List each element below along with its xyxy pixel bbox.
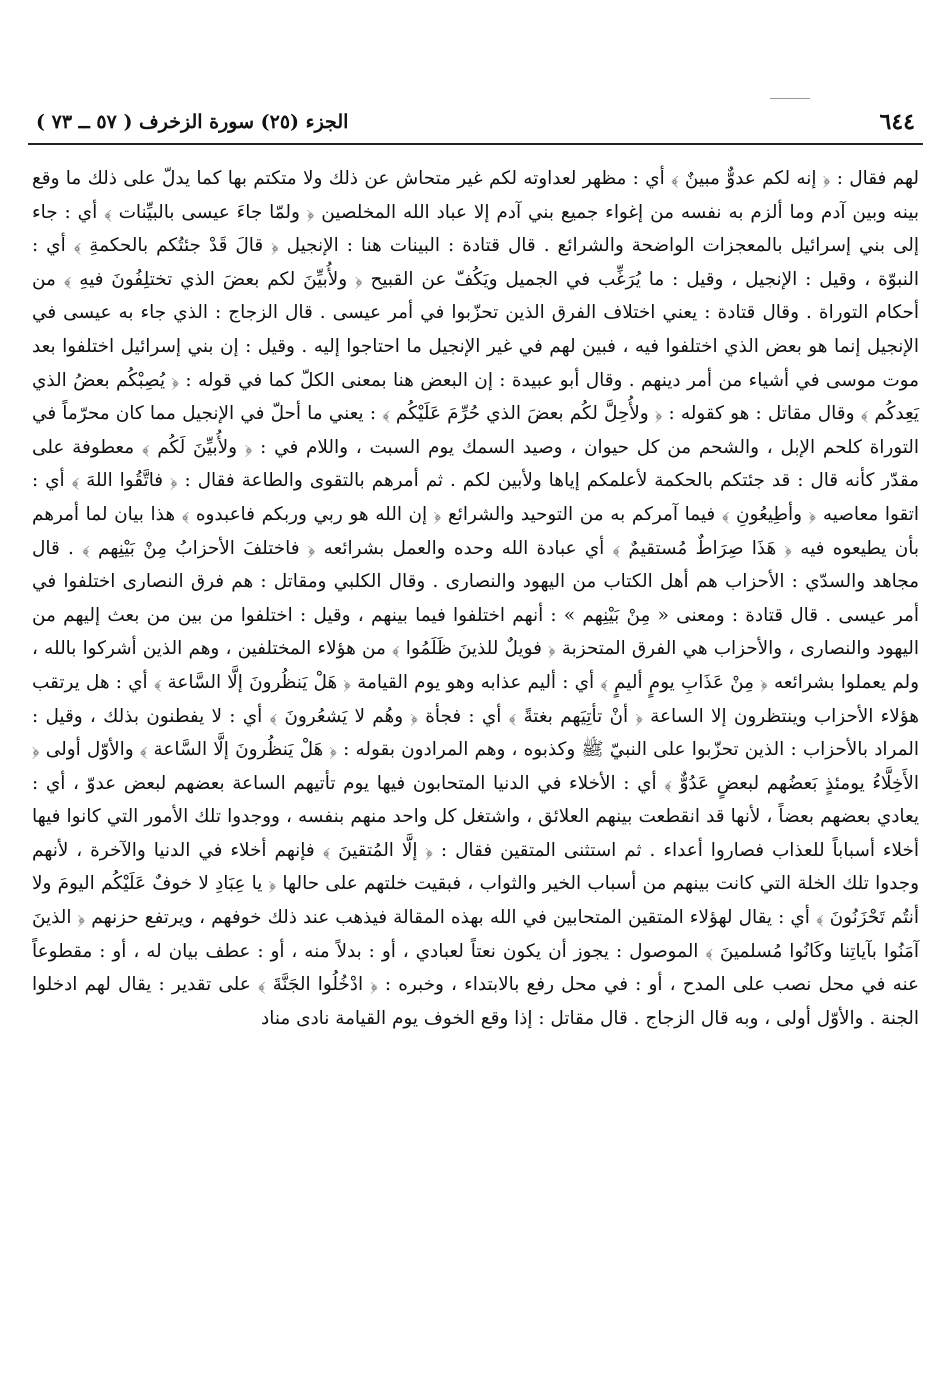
page-header	[36, 104, 915, 140]
scan-mark	[770, 98, 810, 99]
header-rule	[28, 143, 923, 145]
page-number: ٦٤٤	[879, 109, 915, 135]
commentary-text	[32, 162, 919, 1035]
running-head: الجزء (٢٥) سورة الزخرف ( ٥٧ ــ ٧٣ )	[36, 111, 349, 133]
commentary-paragraph: لهم فقال : ﴿ إنه لكم عدوٌّ مبينٌ ﴾ أي : مظهر لعداوته لكم غير متحاش عن ذلك ولا متكتم بها كما يدلّ على ذلك ما وقع بينه وبين آدم وما ألزم به نفسه من إغواء جميع بني آدم إلا عباد الله المخلصين ﴿ ولمّا جاءَ عيسى بالبيِّنات ﴾ أي : جاء إلى بني إسرائيل بالمعجزات الواضحة والشرائع . قال قتادة : البينات هنا : الإنجيل ﴿ قالَ قَدْ جئتُكم بالحكمةِ ﴾ أي : النبوّة ، وقيل : الإنجيل ، وقيل : ما يُرَغِّب في الجميل ويَكُفّ عن القبيح ﴿ ولأُبيِّنَ لكم بعضَ الذي تختلِفُونَ فيهِ ﴾ من أحكام التوراة . وقال قتادة : يعني اختلاف الفرق الذين تحزّبوا في أمر عيسى . قال الزجاج : الذي جاء به عيسى في الإنجيل إنما هو بعض الذي اختلفوا فيه ، فبين لهم في غير الإنجيل ما احتاجوا إليه . وقيل : إن بني إسرائيل اختلفوا بعد موت موسى في أشياء من أمر دينهم . وقال أبو عبيدة : إن البعض هنا بمعنى الكلّ كما في قوله : ﴿ يُصِبْكُم بعضُ الذي يَعِدكُم ﴾ وقال مقاتل : هو كقوله : ﴿ ولأُحِلَّ لكُم بعضَ الذي حُرِّمَ عَلَيْكُم ﴾ : يعني ما أحلّ في الإنجيل مما كان محرّماً في التوراة كلحم الإبل ، والشحم من كل حيوان ، وصيد السمك يوم السبت ، واللام في : ﴿ ولأُبيِّنَ لَكُم ﴾ معطوفة على مقدّر كأنه قال : قد جئتكم بالحكمة لأعلمكم إياها ولأبين لكم . ثم أمرهم بالتقوى والطاعة فقال : ﴿ فاتَّقُوا اللهَ ﴾ أي : اتقوا معاصيه ﴿ وأطِيعُونِ ﴾ فيما آمركم به من التوحيد والشرائع ﴿ إن الله هو ربي وربكم فاعبدوه ﴾ هذا بيان لما أمرهم بأن يطيعوه فيه ﴿ هَذَا صِرَاطٌ مُستقيمٌ ﴾ أي عبادة الله وحده والعمل بشرائعه ﴿ فاختلفَ الأحزابُ مِنْ بَيْنِهم ﴾ . قال مجاهد والسدّي : الأحزاب هم أهل الكتاب من اليهود والنصارى . وقال الكلبي ومقاتل : هم فرق النصارى اختلفوا في أمر عيسى . قال قتادة : ومعنى « مِنْ بَيْنِهم » : أنهم اختلفوا فيما بينهم ، وقيل : اختلفوا من بين من بعث إليهم من اليهود والنصارى ، والأحزاب هي الفرق المتحزبة ﴿ فويلٌ للذينَ ظَلَمُوا ﴾ من هؤلاء المختلفين ، وهم الذين أشركوا بالله ، ولم يعملوا بشرائعه ﴿ مِنْ عَذَابِ يومٍ أليمٍ ﴾ أي : أليم عذابه وهو يوم القيامة ﴿ هَلْ يَنظُرونَ إلَّا السَّاعة ﴾ أي : هل يرتقب هؤلاء الأحزاب وينتظرون إلا الساعة ﴿ أنْ تأتِيَهم بغتةً ﴾ أي : فجأة ﴿ وهُم لا يَشعُرونَ ﴾ أي : لا يفطنون بذلك ، وقيل : المراد بالأحزاب : الذين تحزّبوا على النبيّ ﷺ وكذبوه ، وهم المرادون بقوله : ﴿ هَلْ يَنظُرونَ إلَّا السَّاعة ﴾ والأوّل أولى ﴿ الأَخِلَّاءُ يومئذٍ بَعضُهم لبعضٍ عَدُوٌّ ﴾ أي : الأخلاء في الدنيا المتحابون فيها يوم تأتيهم الساعة بعضهم لبعض عدوّ ، أي : يعادي بعضهم بعضاً ، لأنها قد انقطعت بينهم العلائق ، واشتغل كل واحد منهم بنفسه ، ووجدوا تلك الأمور التي كانوا فيها أخلاء أسباباً للعذاب فصاروا أعداء . ثم استثنى المتقين فقال : ﴿ إلَّا المُتقينَ ﴾ فإنهم أخلاء في الدنيا والآخرة ، لأنهم وجدوا تلك الخلة التي كانت بينهم من أسباب الخير والثواب ، فبقيت خلتهم على حالها ﴿ يا عِبَادِ لا خوفٌ عَلَيْكُم اليومَ ولا أنتُم تَحْزَنُونَ ﴾ أي : يقال لهؤلاء المتقين المتحابين في الله بهذه المقالة فيذهب عند ذلك خوفهم ، ويرتفع حزنهم ﴿ الذينَ آمَنُوا بآياتِنا وكَانُوا مُسلمينَ ﴾ الموصول : يجوز أن يكون نعتاً لعبادي ، أو : بدلاً منه ، أو : عطف بيان له ، أو : مقطوعاً عنه في محل نصب على المدح ، أو : في محل رفع بالابتداء ، وخبره : ﴿ ادْخُلُوا الجَنَّةَ ﴾ على تقدير : يقال لهم ادخلوا الجنة . والأوّل أولى ، وبه قال الزجاج . قال مقاتل : إذا وقع الخوف يوم القيامة نادى مناد	[32, 168, 919, 1029]
